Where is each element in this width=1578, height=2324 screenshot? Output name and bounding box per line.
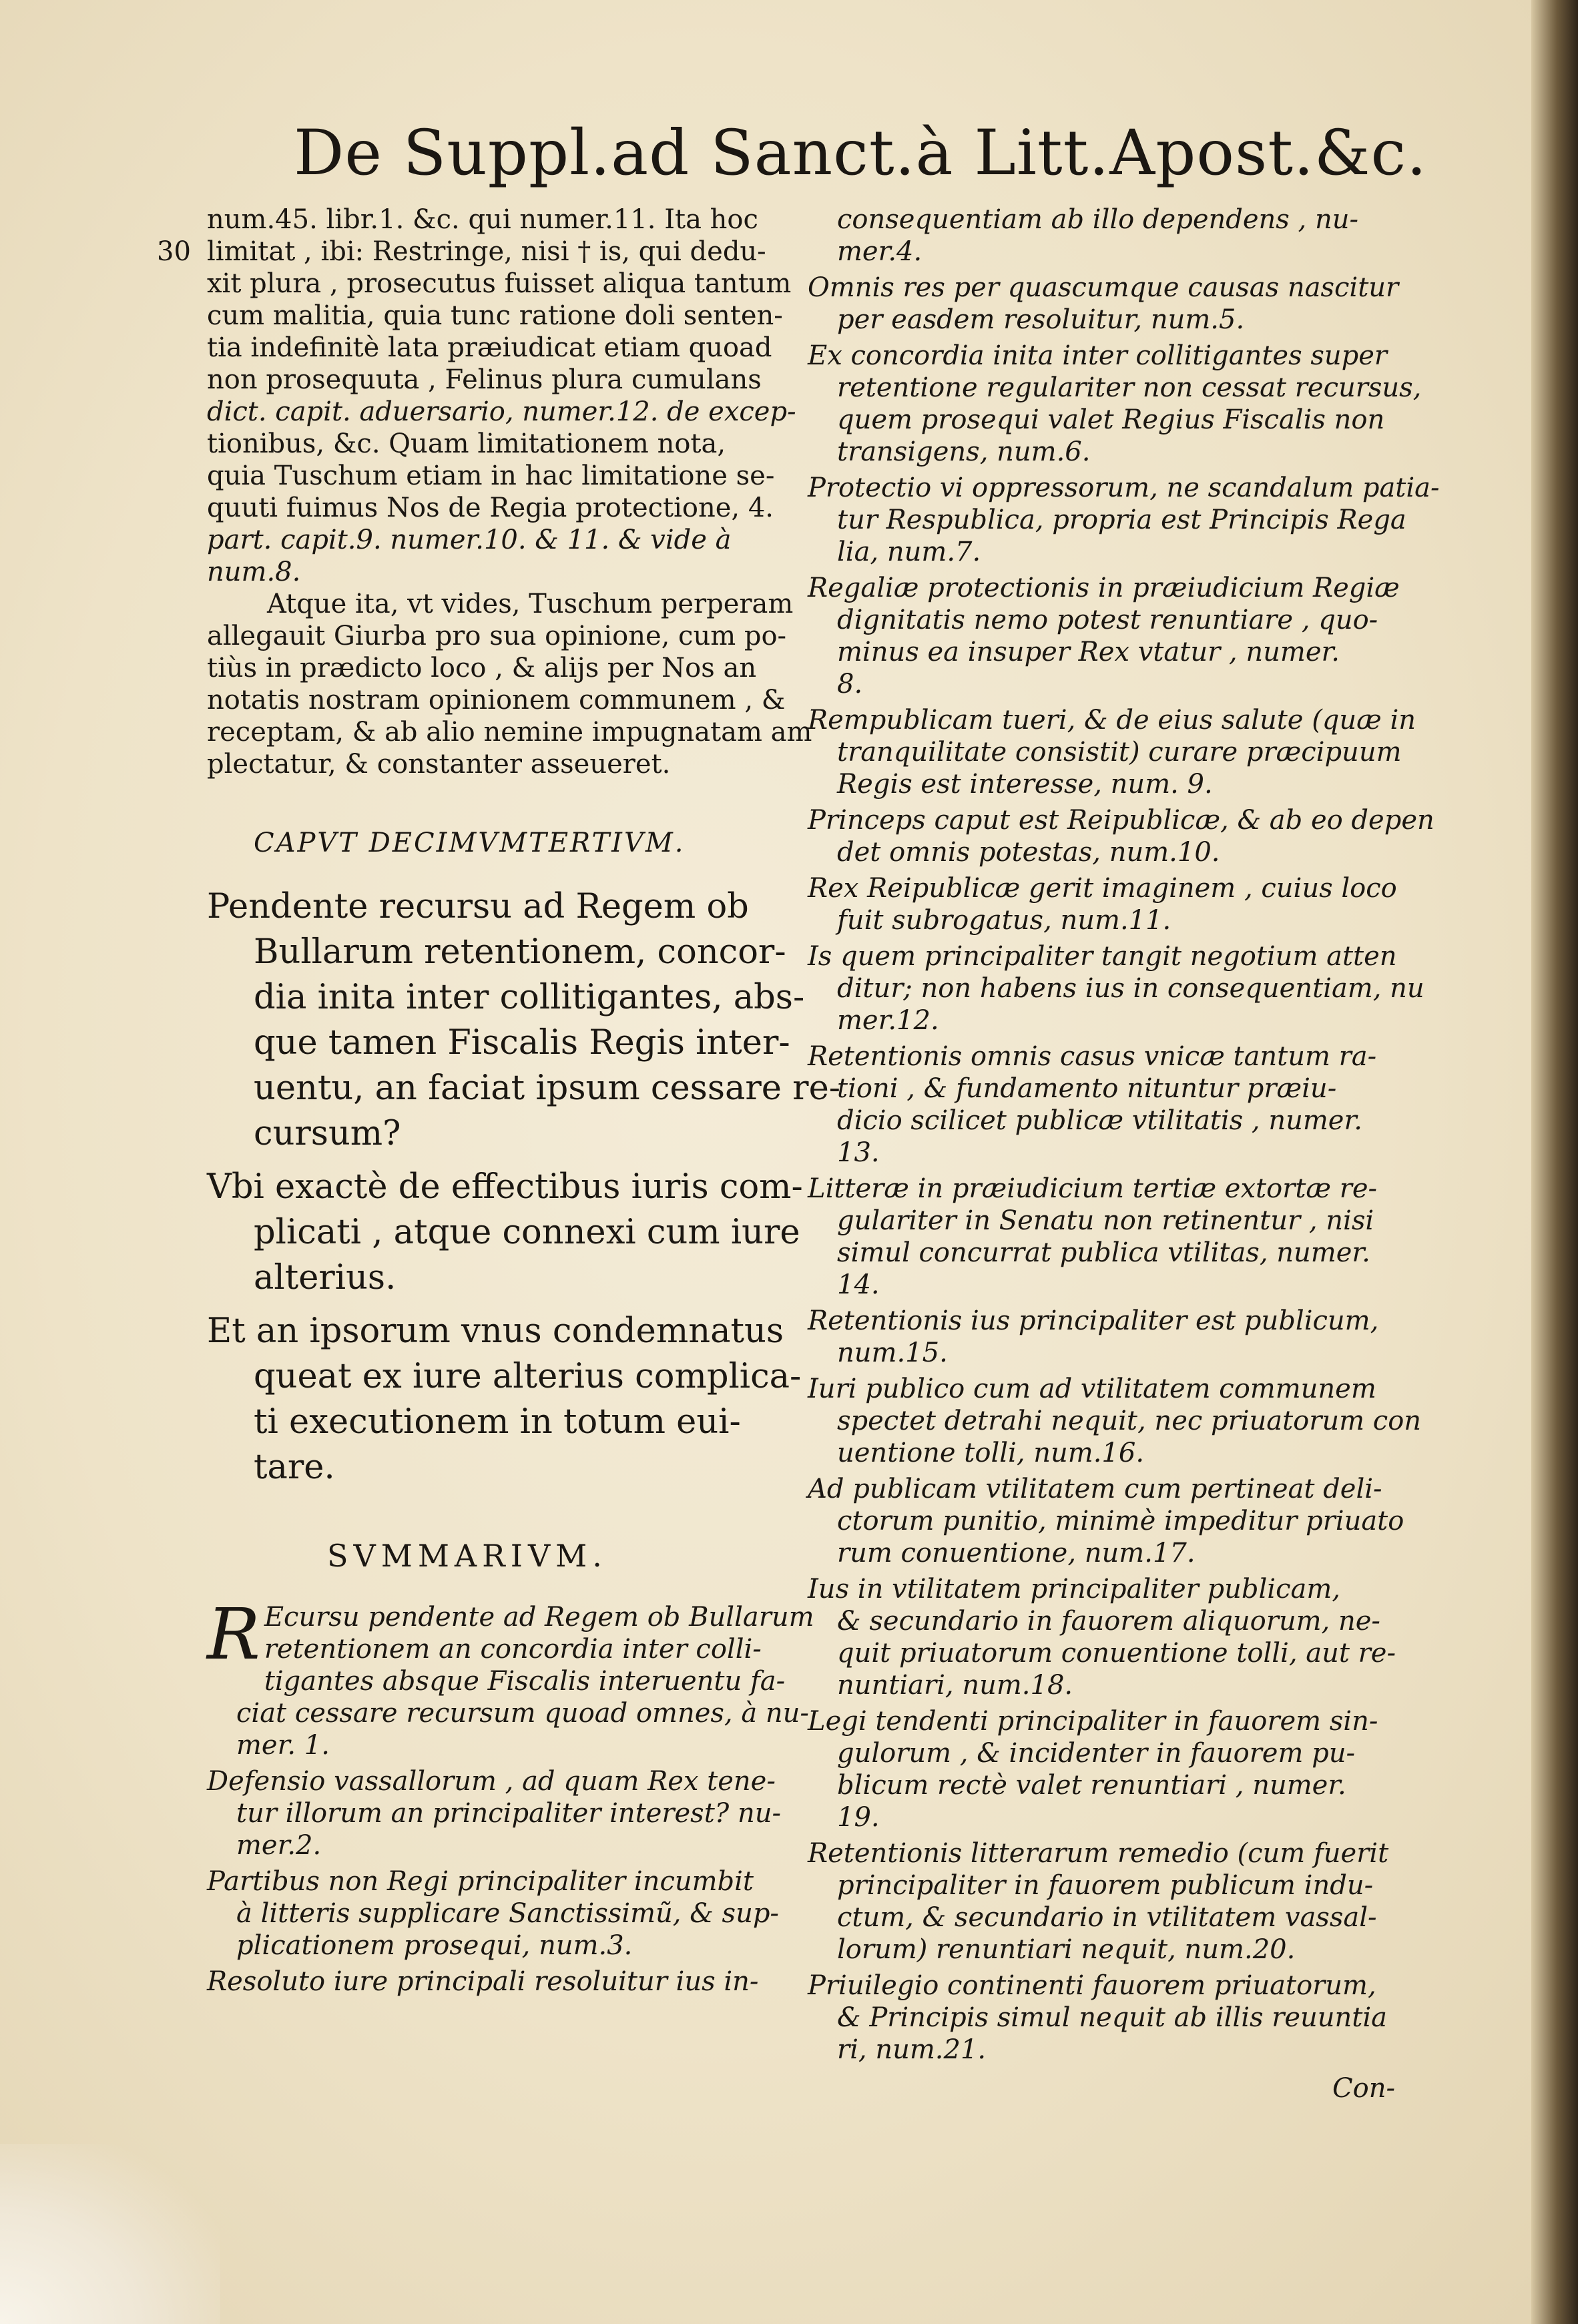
entry-line: spectet detrahi nequit, nec priuatorum con bbox=[837, 1406, 1422, 1436]
entry-line: Ius in vtilitatem principaliter publicam, bbox=[808, 1574, 1340, 1605]
text-line: xit plura , prosecutus fuisset aliqua tantum bbox=[207, 268, 792, 299]
question-line: uentu, an faciat ipsum cessare re- bbox=[254, 1069, 840, 1108]
text-line: dict. capit. aduersario, numer.12. de excep- bbox=[207, 396, 796, 427]
summary-entry bbox=[808, 1837, 1395, 1966]
summary-entry bbox=[207, 1865, 781, 1962]
entry-line: mer.12. bbox=[837, 1005, 939, 1036]
entry-line: Retentionis ius principaliter est publicum, bbox=[808, 1305, 1379, 1336]
entry-line: quem prosequi valet Regius Fiscalis non bbox=[837, 404, 1385, 435]
entry-line: plicationem prosequi, num.3. bbox=[236, 1930, 633, 1961]
entry-line: transigens, num.6. bbox=[837, 437, 1091, 467]
entry-line: gulorum , & incidenter in fauorem pu- bbox=[837, 1738, 1355, 1769]
summary-entry bbox=[207, 1966, 781, 1998]
entry-line: Partibus non Regi principaliter incumbit bbox=[207, 1866, 754, 1897]
text-line: num.8. bbox=[207, 557, 301, 587]
entry-line: Rempublicam tueri, & de eius salute (quæ in bbox=[808, 705, 1416, 736]
entry-line: gulariter in Senatu non retinentur , nisi bbox=[837, 1205, 1374, 1236]
entry-line: Legi tendenti principaliter in fauorem sin- bbox=[808, 1706, 1378, 1737]
entry-line: Is quem principaliter tangit negotium atten bbox=[808, 941, 1397, 972]
entry-line: lorum) renuntiari nequit, num.20. bbox=[837, 1934, 1296, 1965]
question-line: Et an ipsorum vnus condemnatus bbox=[207, 1312, 784, 1351]
entry-line: principaliter in fauorem publicum indu- bbox=[837, 1870, 1374, 1901]
book-spine bbox=[1531, 0, 1578, 2324]
entry-line: ctum, & secundario in vtilitatem vassal- bbox=[837, 1902, 1377, 1933]
summary-entry bbox=[808, 1373, 1422, 1469]
entry-line: Protectio vi oppressorum, ne scandalum patia- bbox=[808, 473, 1440, 503]
left-text-block bbox=[207, 204, 812, 780]
entry-line: dicio scilicet publicæ vtilitatis , numer. bbox=[837, 1105, 1362, 1136]
right-column bbox=[808, 204, 1440, 2104]
entry-line: mer.2. bbox=[236, 1830, 322, 1861]
chapter-question bbox=[207, 1165, 803, 1301]
entry-line: simul concurrat publica vtilitas, numer. bbox=[837, 1237, 1370, 1268]
text-line: tia indefinitè lata præiudicat etiam quoad bbox=[207, 332, 772, 363]
text-line: Atque ita, vt vides, Tuschum perperam bbox=[267, 589, 794, 619]
entry-line: consequentiam ab illo dependens , nu- bbox=[837, 204, 1359, 235]
question-line: plicati , atque connexi cum iure bbox=[254, 1213, 800, 1252]
entry-line: Defensio vassallorum , ad quam Rex tene- bbox=[207, 1766, 776, 1797]
text-line: limitat , ibi: Restringe, nisi † is, qui dedu- bbox=[207, 236, 766, 267]
entry-line: quit priuatorum conuentione tolli, aut re- bbox=[837, 1638, 1396, 1669]
entry-line: tur Respublica, propria est Principis Rega bbox=[837, 505, 1406, 535]
entry-line: retentionem an concordia inter colli- bbox=[264, 1634, 762, 1665]
question-line: Pendente recursu ad Regem ob bbox=[207, 887, 749, 926]
entry-line: & Principis simul nequit ab illis reuuntia bbox=[837, 2002, 1388, 2033]
entry-line: nuntiari, num.18. bbox=[837, 1670, 1073, 1701]
summary-entry bbox=[808, 1173, 1395, 1301]
entry-line: Princeps caput est Reipublicæ, & ab eo depen bbox=[808, 805, 1434, 836]
entry-line: retentione regulariter non cessat recursus, bbox=[837, 372, 1422, 403]
summary-entry bbox=[808, 872, 1395, 936]
question-line: Vbi exactè de effectibus iuris com- bbox=[207, 1167, 803, 1207]
chapter-question bbox=[207, 884, 840, 1157]
entry-line: ri, num.21. bbox=[837, 2034, 987, 2065]
summary-entry bbox=[808, 472, 1440, 568]
summary-entry bbox=[808, 1041, 1395, 1169]
entry-line: ditur; non habens ius in consequentiam, nu bbox=[837, 973, 1424, 1004]
left-column bbox=[207, 204, 840, 2002]
text-line: quuti fuimus Nos de Regia protectione, 4. bbox=[207, 493, 774, 523]
text-line: notatis nostram opinionem communem , & bbox=[207, 685, 786, 715]
entry-line: Omnis res per quascumque causas nascitur bbox=[808, 272, 1399, 303]
entry-line: Litteræ in præiudicium tertiæ extortæ re- bbox=[808, 1173, 1378, 1204]
text-line: tionibus, &c. Quam limitationem nota, bbox=[207, 428, 726, 459]
entry-line: Rex Reipublicæ gerit imaginem , cuius loco bbox=[808, 873, 1397, 904]
entry-line: 14. bbox=[837, 1269, 880, 1300]
summary-entry bbox=[808, 1473, 1404, 1569]
entry-line: Regis est interesse, num. 9. bbox=[837, 769, 1213, 800]
summary-entry bbox=[808, 1705, 1395, 1833]
margin-line-number: 30 bbox=[157, 236, 191, 267]
text-line: part. capit.9. numer.10. & 11. & vide à bbox=[207, 525, 732, 555]
text-line: quia Tuschum etiam in hac limitatione se- bbox=[207, 461, 775, 491]
entry-line: dignitatis nemo potest renuntiare , quo- bbox=[837, 605, 1378, 635]
entry-line: Iuri publico cum ad vtilitatem communem bbox=[808, 1374, 1376, 1404]
entry-line: Priuilegio continenti fauorem priuatorum, bbox=[808, 1970, 1376, 2001]
entry-line: 13. bbox=[837, 1137, 880, 1168]
entry-line: Ecursu pendente ad Regem ob Bullarum bbox=[264, 1602, 814, 1633]
summary-entry bbox=[207, 1593, 814, 1761]
entry-line: mer.4. bbox=[837, 236, 923, 267]
entry-line: tur illorum an principaliter interest? nu- bbox=[236, 1798, 781, 1829]
entry-line: 19. bbox=[837, 1802, 880, 1833]
summary-entry bbox=[808, 1305, 1395, 1369]
text-line: plectatur, & constanter asseueret. bbox=[207, 749, 671, 780]
summarium-heading: SVMMARIVM. bbox=[327, 1538, 607, 1574]
chapter-question bbox=[207, 1309, 802, 1490]
entry-line: uentione tolli, num.16. bbox=[837, 1438, 1145, 1468]
drop-initial: R bbox=[207, 1593, 260, 1675]
entry-line: Retentionis litterarum remedio (cum fuerit bbox=[808, 1838, 1389, 1869]
entry-line: rum conuentione, num.17. bbox=[837, 1538, 1196, 1568]
question-line: Bullarum retentionem, concor- bbox=[254, 932, 786, 972]
text-line: receptam, & ab alio nemine impugnatam am bbox=[207, 717, 812, 748]
question-line: alterius. bbox=[254, 1258, 397, 1297]
text-line: tiùs in prædicto loco , & alijs per Nos an bbox=[207, 653, 757, 683]
text-line: non prosequuta , Felinus plura cumulans bbox=[207, 364, 762, 395]
question-line: ti executionem in totum eui- bbox=[254, 1402, 741, 1442]
entry-line: mer. 1. bbox=[236, 1730, 330, 1761]
entry-line: minus ea insuper Rex vtatur , numer. bbox=[837, 637, 1340, 667]
entry-line: fuit subrogatus, num.11. bbox=[837, 905, 1171, 936]
entry-line: lia, num.7. bbox=[837, 537, 981, 567]
entry-line: tioni , & fundamento nituntur præiu- bbox=[837, 1073, 1337, 1104]
summary-entry bbox=[808, 1970, 1395, 2066]
entry-line: ctorum punitio, minimè impeditur priuato bbox=[837, 1506, 1404, 1536]
entry-line: Retentionis omnis casus vnicæ tantum ra- bbox=[808, 1041, 1377, 1072]
entry-line: à litteris supplicare Sanctissimũ, & sup- bbox=[236, 1898, 779, 1929]
entry-line: 8. bbox=[837, 669, 863, 699]
entry-line: det omnis potestas, num.10. bbox=[837, 837, 1220, 868]
summary-entry bbox=[808, 1573, 1395, 1701]
summary-entry bbox=[808, 272, 1399, 336]
entry-line: per easdem resoluitur, num.5. bbox=[837, 304, 1245, 335]
summary-entry bbox=[808, 804, 1434, 868]
question-line: dia inita inter collitigantes, abs- bbox=[254, 978, 805, 1017]
summary-entry bbox=[808, 340, 1422, 468]
text-line: cum malitia, quia tunc ratione doli senten- bbox=[207, 300, 783, 331]
paper-stain bbox=[0, 2144, 220, 2324]
question-line: tare. bbox=[254, 1448, 335, 1487]
chapter-heading: CAPVT DECIMVMTERTIVM. bbox=[254, 828, 686, 858]
summary-entry bbox=[808, 572, 1400, 700]
text-line: allegauit Giurba pro sua opinione, cum po- bbox=[207, 621, 787, 651]
summary-entry bbox=[808, 940, 1424, 1037]
entry-line: ciat cessare recursum quoad omnes, à nu- bbox=[236, 1698, 809, 1729]
entry-line: num.15. bbox=[837, 1338, 948, 1368]
running-head: De Suppl.ad Sanct.à Litt.Apost.&c. bbox=[294, 117, 1428, 190]
summary-entry bbox=[808, 704, 1416, 800]
entry-line: & secundario in fauorem aliquorum, ne- bbox=[837, 1606, 1380, 1637]
question-line: queat ex iure alterius complica- bbox=[254, 1357, 802, 1396]
question-line: que tamen Fiscalis Regis inter- bbox=[254, 1023, 790, 1063]
summary-entry bbox=[207, 1765, 781, 1861]
entry-line: tigantes absque Fiscalis interuentu fa- bbox=[264, 1666, 786, 1697]
entry-line: blicum rectè valet renuntiari , numer. bbox=[837, 1770, 1346, 1801]
catchword: Con- bbox=[1332, 2073, 1395, 2104]
text-line: num.45. libr.1. &c. qui numer.11. Ita hoc bbox=[207, 204, 758, 235]
question-line: cursum? bbox=[254, 1114, 401, 1153]
entry-line: Resoluto iure principali resoluitur ius in- bbox=[207, 1966, 759, 1997]
entry-line: Ex concordia inita inter collitigantes super bbox=[808, 340, 1388, 371]
entry-line: Ad publicam vtilitatem cum pertineat deli- bbox=[808, 1474, 1382, 1504]
entry-line: tranquilitate consistit) curare præcipuum bbox=[837, 737, 1402, 768]
summary-entry bbox=[808, 204, 1395, 268]
entry-line: Regaliæ protectionis in præiudicium Regiæ bbox=[808, 573, 1400, 603]
